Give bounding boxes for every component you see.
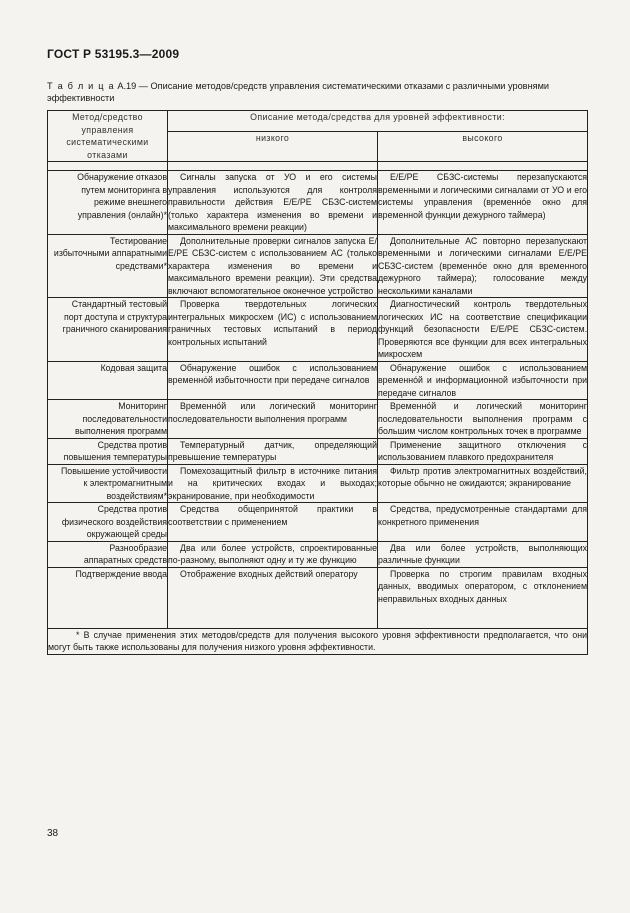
method-cell — [48, 541, 168, 567]
column-header-levels: Описание метода/средства для уровней эффективности: — [168, 111, 588, 132]
table-row — [48, 171, 588, 235]
high-level-cell: Диагностический контроль твердотельных логических ИС на соответствие спецификации функций безопасности Е/Е/РЕ СБЗС-систем. Проверяются все функции для всех интегральных микросхем — [378, 299, 588, 359]
column-header-method: Метод/средство управления систематическими отказами — [48, 111, 168, 162]
table-caption — [47, 80, 587, 104]
table-row — [48, 464, 588, 503]
high-level-cell: Обнаружение ошибок с использованием временно́й и информационной избыточности при передаче сигналов — [378, 362, 588, 398]
method-text: Разнообразие аппаратных средств — [83, 542, 167, 565]
low-level-cell: Два или более устройств, спроектированные по-разному, выполняют одну и ту же функцию — [168, 542, 377, 565]
table-row — [48, 541, 588, 567]
footnote-row — [48, 628, 588, 654]
table-row — [48, 400, 588, 439]
high-level-cell: Фильтр против электромагнитных воздействий, которые обычно не ожидаются; экранирование — [378, 464, 588, 503]
document-id-header: ГОСТ Р 53195.3—2009 — [47, 47, 180, 61]
low-level-cell: Дополнительные проверки сигналов запуска Е/Е/РЕ СБЗС-систем с использованием АС (только характера изменения во времени и максимального времени реакции). Эти средства включают вспомогательное оконечное устройство — [168, 235, 377, 296]
table-row — [48, 234, 588, 298]
method-cell — [48, 298, 168, 362]
method-text: Стандартный тестовый порт доступа и структура граничного сканирования — [62, 299, 167, 334]
method-text: Средства против физического воздействия окружающей среды — [61, 504, 167, 539]
page-number: 38 — [47, 828, 59, 839]
high-level-cell: Е/Е/РЕ СБЗС-системы перезапускаются временными и логическими сигналами от УО и его системы управления (временно́е окно для временной функции дежурного таймера) — [378, 171, 588, 235]
table-caption-lead: Т а б л и ц а — [47, 81, 115, 91]
method-text: Повышение устойчивости к электромагнитным воздействиям* — [60, 465, 167, 501]
low-level-cell: Сигналы запуска от УО и его системы управления используются для контроля правильности действия Е/Е/РЕ СБЗС-систем (только характера изменения во времени и максимального времени реакции) — [168, 172, 377, 232]
method-cell — [48, 361, 168, 400]
table-caption-text: А.19 — Описание методов/средств управления систематическими отказами с различными уровнями эффективности — [47, 81, 550, 103]
high-level-cell: Применение защитного отключения с использованием плавкого предохранителя — [378, 439, 588, 462]
low-level-cell: Температурный датчик, определяющий превышение температуры — [168, 439, 377, 462]
high-level-cell: Два или более устройств, выполняющих различные функции — [378, 542, 588, 565]
column-header-low: низкого — [168, 132, 378, 162]
table-row — [48, 503, 588, 542]
low-level-cell: Проверка твердотельных логических интегральных микросхем (ИС) с использованием граничных тестовых испытаний в период контрольных испытаний — [168, 298, 378, 362]
table-row — [48, 567, 588, 628]
method-text: Кодовая защита — [100, 362, 167, 373]
low-level-cell: Помехозащитный фильтр в источнике питания и на критических входах и выходах; экранирование, при необходимости — [168, 465, 377, 501]
table-row — [48, 438, 588, 464]
low-level-cell: Обнаружение ошибок с использованием временно́й избыточности при передаче сигналов — [168, 361, 378, 400]
method-cell — [48, 171, 168, 235]
spacer-cell — [168, 162, 378, 171]
method-cell — [48, 464, 168, 503]
low-level-cell: Средства общепринятой практики в соответствии с применением — [168, 503, 378, 542]
methods-table — [47, 110, 588, 655]
method-cell — [48, 503, 168, 542]
high-level-cell: Проверка по строгим правилам входных данных, вводимых оператором, с отклонением неправильных входных данных — [378, 567, 588, 628]
method-cell — [48, 234, 168, 298]
method-text: Средства против повышения температуры — [63, 439, 167, 462]
low-level-cell: Временно́й или логический мониторинг последовательности выполнения программ — [168, 400, 378, 439]
spacer-cell — [48, 162, 168, 171]
method-cell — [48, 567, 168, 628]
table-row — [48, 361, 588, 400]
method-text: Тестирование избыточными аппаратными средствами* — [53, 235, 167, 271]
spacer-cell — [378, 162, 588, 171]
high-level-cell: Средства, предусмотренные стандартами для конкретного применения — [378, 503, 588, 542]
method-text: Мониторинг последовательности выполнения программ — [75, 401, 167, 436]
method-text: Подтверждение ввода — [75, 568, 167, 579]
high-level-cell: Дополнительные АС повторно перезапускают временными и логическими сигналами Е/Е/РЕ СБЗС-систем (временно́е окно для временного дежурного таймера); голосование между несколькими каналами — [378, 235, 588, 296]
column-header-high: высокого — [378, 132, 588, 162]
table-footnote: * В случае применения этих методов/средств для получения высокого уровня эффективности предполагается, что они могут быть также использованы для получения низкого уровня эффективности. — [48, 629, 588, 652]
method-cell — [48, 438, 168, 464]
method-text: Обнаружение отказов путем мониторинга в режиме внешнего управления (онлайн)* — [77, 172, 167, 220]
low-level-cell: Отображение входных действий оператору — [168, 567, 378, 628]
high-level-cell: Временно́й и логический мониторинг последовательности выполнения программ с большим числом контрольных точек в программе — [378, 401, 588, 436]
method-cell — [48, 400, 168, 439]
table-row — [48, 298, 588, 362]
spacer-row — [48, 162, 588, 171]
